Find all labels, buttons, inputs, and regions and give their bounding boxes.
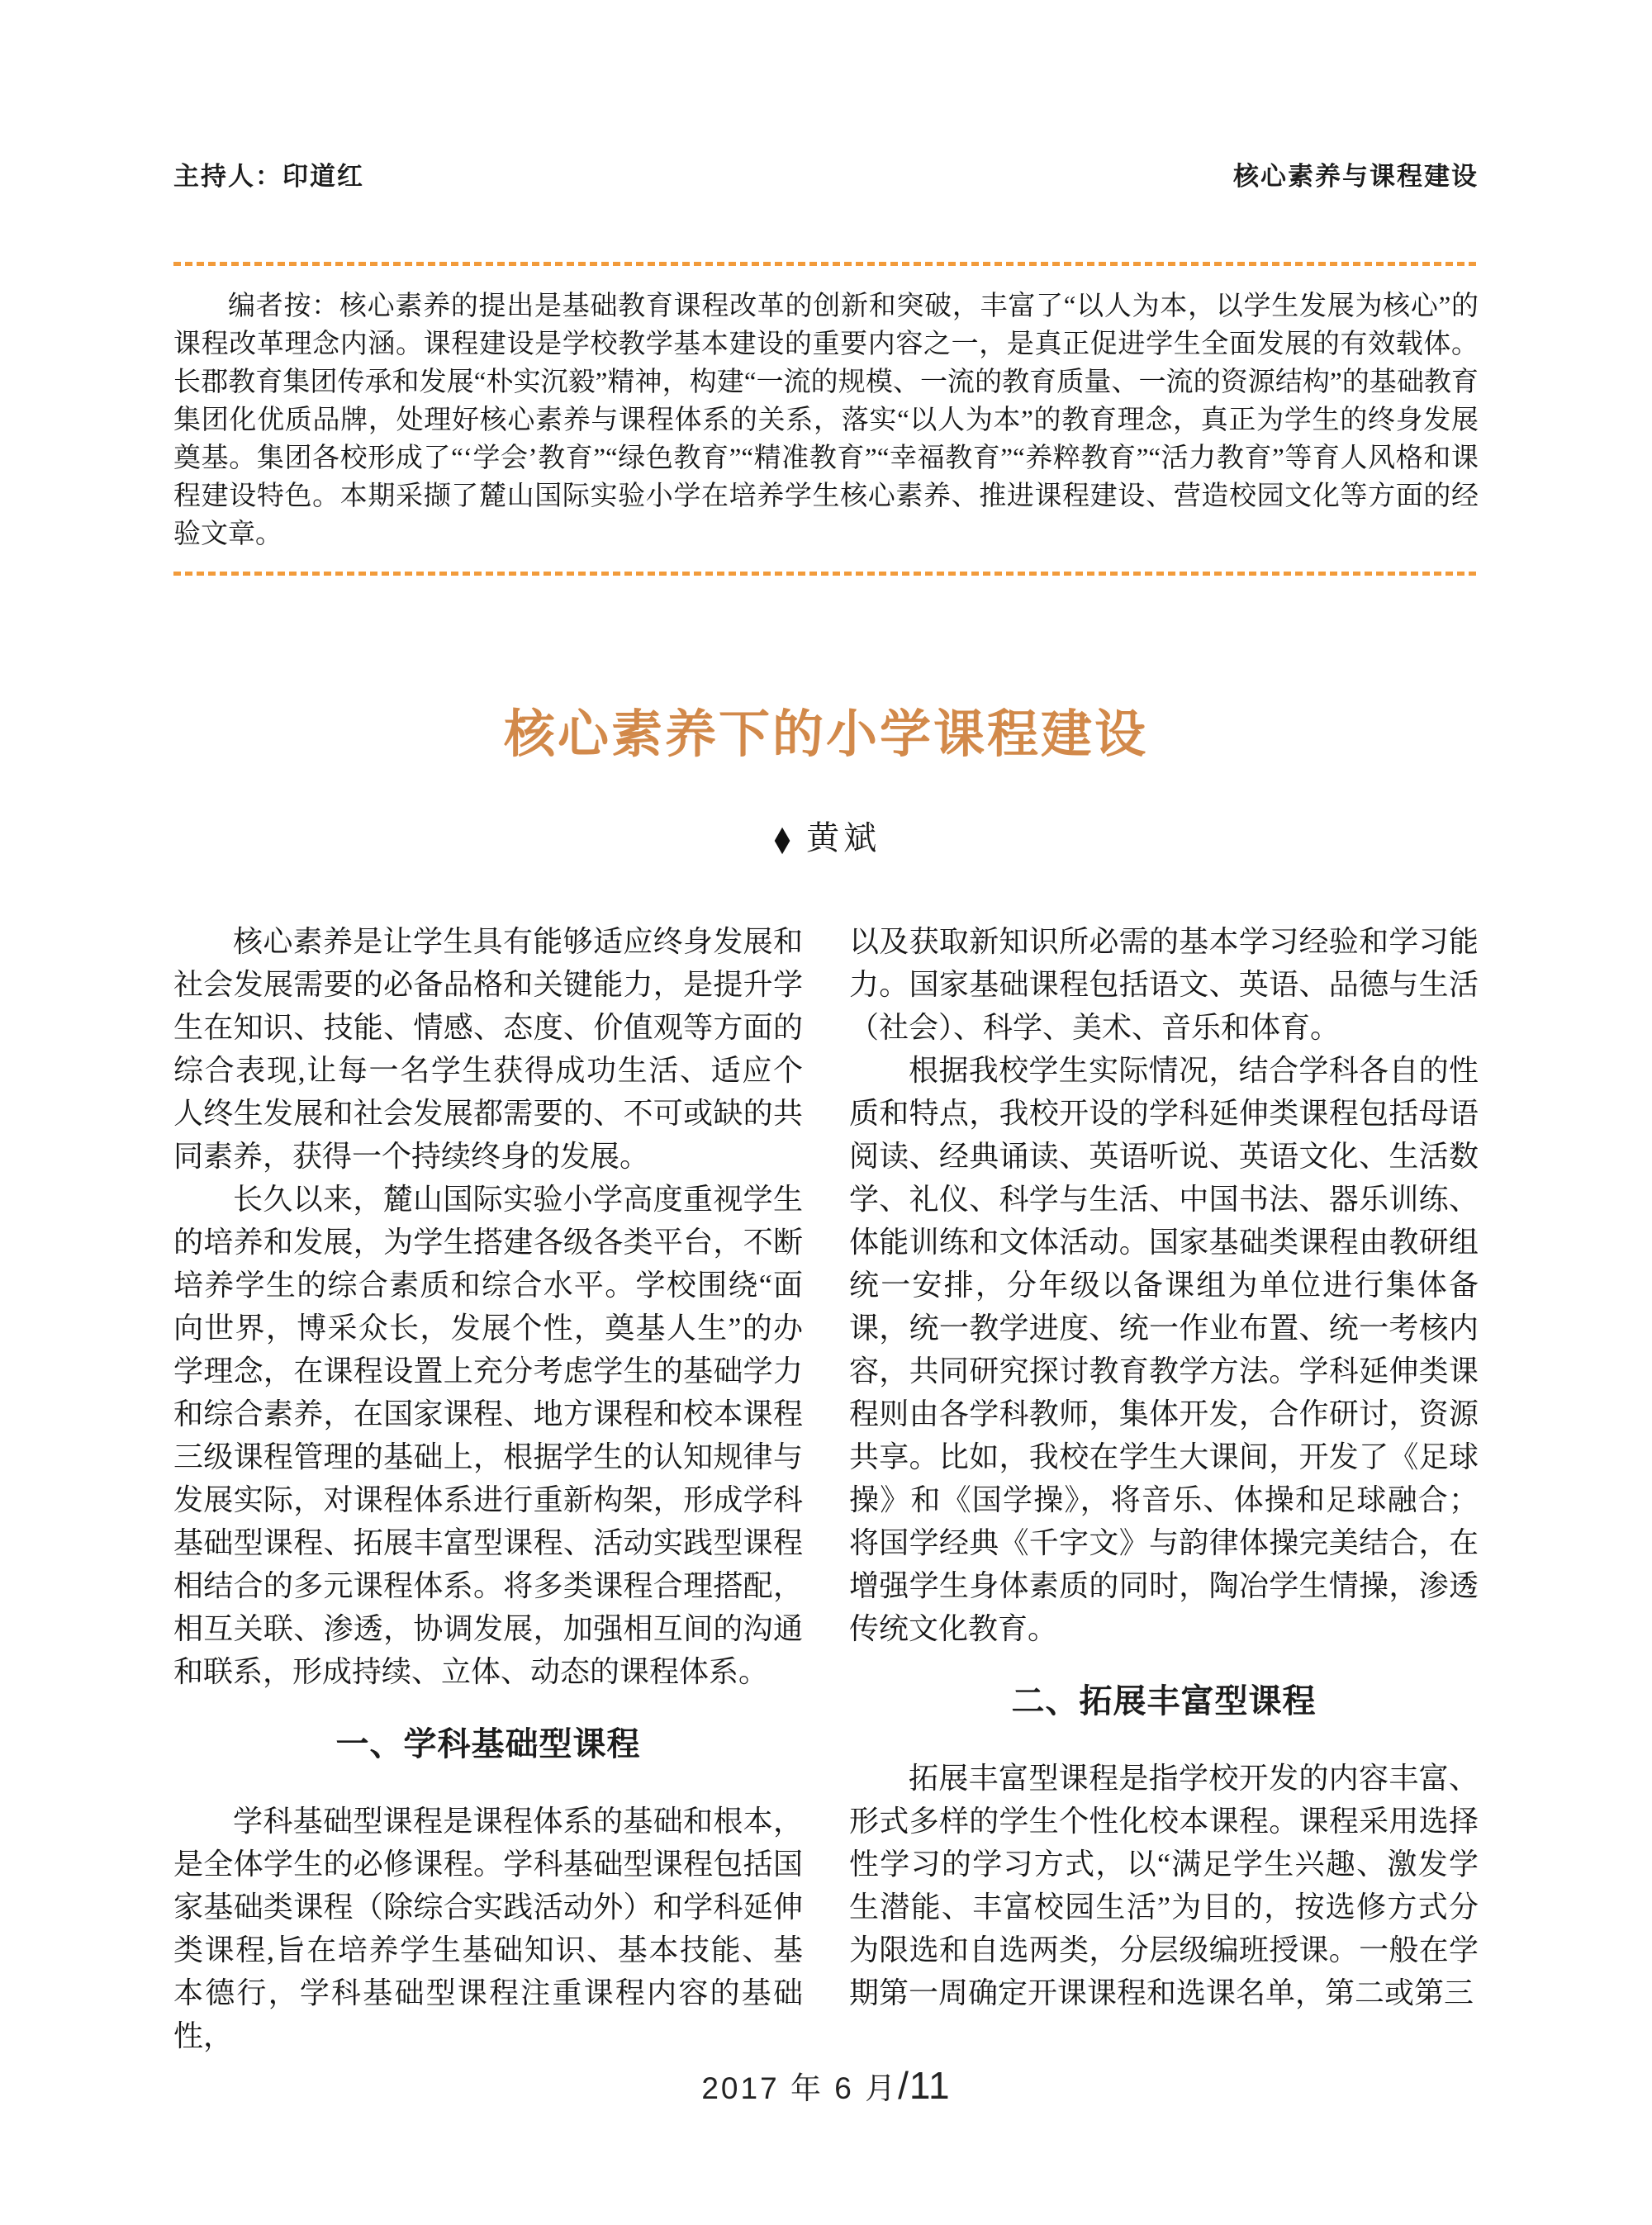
running-head <box>173 155 1479 192</box>
footer-page-number: /11 <box>898 2064 951 2107</box>
right-column <box>849 920 1479 2057</box>
section-heading: 二、拓展丰富型课程 <box>1011 1683 1317 1720</box>
article-body <box>173 920 1479 2057</box>
body-paragraph: 长久以来，麓山国际实验小学高度重视学生的培养和发展，为学生搭建各级各类平台，不断培养学生的综合素质和综合水平。学校围绕“面向世界，博采众长，发展个性，奠基人生”的办学理念，在课程设置上充分考虑学生的基础学力和综合素养，在国家课程、地方课程和校本课程三级课程管理的基础上，根据学生的认知规律与发展实际，对课程体系进行重新构架，形成学科基础型课程、拓展丰富型课程、活动实践型课程相结合的多元课程体系。将多类课程合理搭配，相互关联、渗透，协调发展，加强相互间的沟通和联系，形成持续、立体、动态的课程体系。 <box>173 1183 803 1688</box>
body-paragraph: 以及获取新知识所必需的基本学习经验和学习能力。国家基础课程包括语文、英语、品德与生活（社会）、科学、美术、音乐和体育。 <box>849 925 1479 1044</box>
footer-date: 2017 年 6 月 <box>701 2071 899 2105</box>
body-paragraph: 拓展丰富型课程是指学校开发的内容丰富、形式多样的学生个性化校本课程。课程采用选择性学习的学习方式，以“满足学生兴趣、激发学生潜能、丰富校园生活”为目的，按选修方式分为限选和自选两类，分层级编班授课。一般在学期第一周确定开课课程和选课名单，第二或第三 <box>849 1762 1479 2009</box>
running-head-host: 主持人：印道红 <box>173 162 364 191</box>
dotted-divider-bottom <box>173 572 1479 576</box>
body-paragraph: 学科基础型课程是课程体系的基础和根本，是全体学生的必修课程。学科基础型课程包括国家基础类课程（除综合实践活动外）和学科延伸类课程,旨在培养学生基础知识、基本技能、基本德行，学科基础型课程注重课程内容的基础性， <box>173 1805 803 2052</box>
author-name: 黄斌 <box>806 819 881 856</box>
body-paragraph: 核心素养是让学生具有能够适应终身发展和社会发展需要的必备品格和关键能力，是提升学生在知识、技能、情感、态度、价值观等方面的综合表现,让每一名学生获得成功生活、适应个人终生发展和社会发展都需要的、不可或缺的共同素养，获得一个持续终身的发展。 <box>173 925 803 1173</box>
editor-note: 编者按：核心素养的提出是基础教育课程改革的创新和突破，丰富了“以人为本，以学生发展为核心”的课程改革理念内涵。课程建设是学校教学基本建设的重要内容之一，是真正促进学生全面发展的有效载体。长郡教育集团传承和发展“朴实沉毅”精神，构建“一流的规模、一流的教育质量、一流的资源结构”的基础教育集团化优质品牌，处理好核心素养与课程体系的关系，落实“以人为本”的教育理念，真正为学生的终身发展奠基。集团各校形成了“‘学会’教育”“绿色教育”“精准教育”“幸福教育”“养粹教育”“活力教育”等育人风格和课程建设特色。本期采撷了麓山国际实验小学在培养学生核心素养、推进课程建设、营造校园文化等方面的经验文章。 <box>173 292 1479 549</box>
left-column <box>173 920 803 2057</box>
section-heading: 一、学科基础型课程 <box>335 1726 641 1762</box>
running-head-section: 核心素养与课程建设 <box>1233 162 1479 191</box>
dotted-divider-top <box>173 262 1479 266</box>
page-footer <box>0 2063 1652 2108</box>
article-title: 核心素养下的小学课程建设 <box>503 707 1148 763</box>
diamond-icon: ◆ <box>774 819 790 858</box>
author-line <box>173 812 1479 859</box>
body-paragraph: 根据我校学生实际情况，结合学科各自的性质和特点，我校开设的学科延伸类课程包括母语阅读、经典诵读、英语听说、英语文化、生活数学、礼仪、科学与生活、中国书法、器乐训练、体能训练和文体活动。国家基础类课程由教研组统一安排，分年级以备课组为单位进行集体备课，统一教学进度、统一作业布置、统一考核内容，共同研究探讨教育教学方法。学科延伸类课程则由各学科教师，集体开发，合作研讨，资源共享。比如，我校在学生大课间，开发了《足球操》和《国学操》，将音乐、体操和足球融合；将国学经典《千字文》与韵律体操完美结合，在增强学生身体素质的同时，陶冶学生情操，渗透传统文化教育。 <box>849 1054 1479 1645</box>
